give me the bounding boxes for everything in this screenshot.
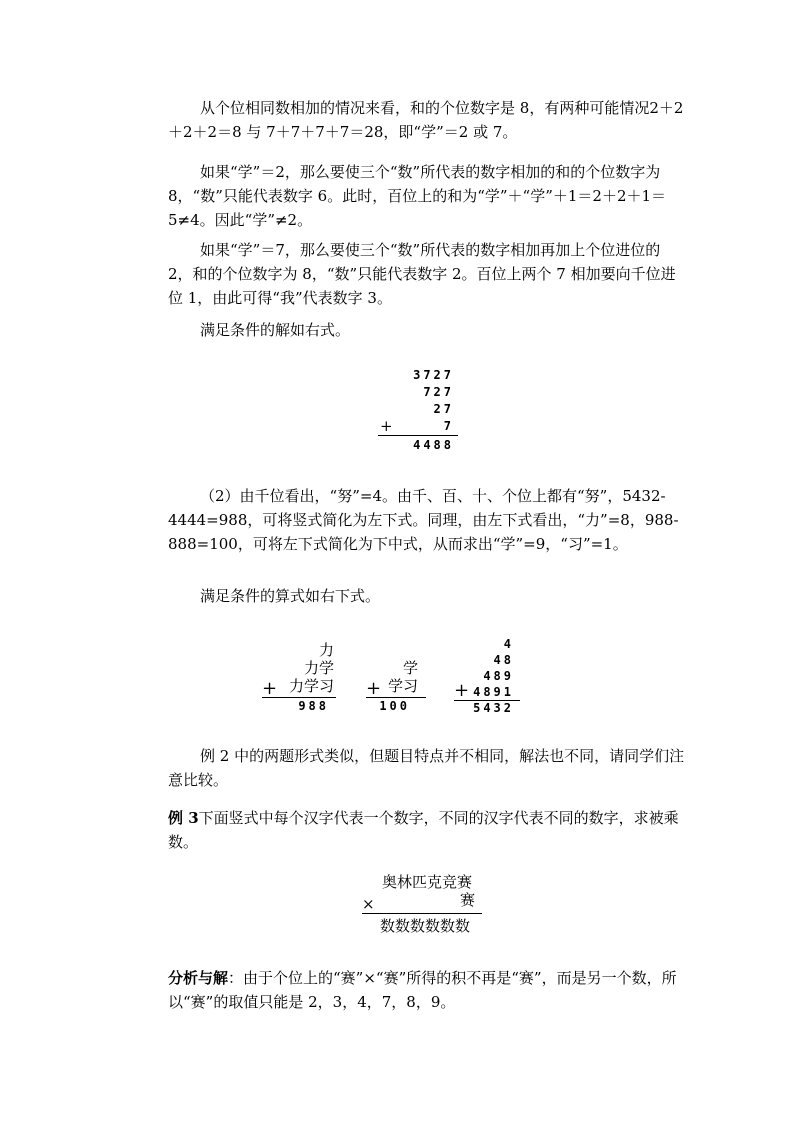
plus-sign: + <box>454 680 470 701</box>
addend-row: 4891 <box>473 685 514 699</box>
plus-sign: + <box>366 678 382 699</box>
addend-row: 力 <box>318 641 334 659</box>
multiplier: 赛 <box>460 891 476 909</box>
analysis <box>168 966 688 1014</box>
plus-sign: + <box>380 417 393 435</box>
sum-result: 5432 <box>473 701 514 715</box>
sum-result: 4488 <box>413 438 454 452</box>
addend-row: 7 <box>443 419 454 433</box>
sum-result: 100 <box>379 699 410 713</box>
sum-line <box>378 435 458 436</box>
product-line <box>362 913 482 914</box>
paragraph-5: （2）由千位看出，“努”=4。由千、百、十、个位上都有“努”，5432-4444=988，可将竖式简化为左下式。同理，由左下式看出，“力”=8，988-888=100，可将左下式简化为下中式，从而求出“学”=9，“习”=1。 <box>168 487 679 553</box>
example-3-label: 例 3 <box>168 809 199 827</box>
paragraph-6: 满足条件的算式如右下式。 <box>200 587 381 605</box>
example-3-text: 下面竖式中每个汉字代表一个数字，不同的汉字代表不同的数字，求被乘数。 <box>168 809 679 851</box>
addend-row: 3727 <box>413 368 454 382</box>
addend-row: 27 <box>433 402 454 416</box>
addend-row: 489 <box>483 669 514 683</box>
addend-row: 学 <box>402 659 418 677</box>
paragraph-1: 从个位相同数相加的情况来看，和的个位数字是 8，有两种可能情况2＋2＋2＋2＝8 与 7＋7＋7＋7＝28，即“学”＝2 或 7。 <box>168 99 684 141</box>
plus-sign: + <box>262 678 278 699</box>
analysis-label: 分析与解 <box>168 969 229 987</box>
addend-row: 力学习 <box>288 677 334 695</box>
multiplicand: 奥林匹克竞赛 <box>382 873 473 891</box>
paragraph-3: 如果“学”＝7，那么要使三个“数”所代表的数字相加再加上个位进位的 2，和的个位数字为 8，“数”只能代表数字 2。百位上两个 7 相加要向千位进位 1，由此可得“我”代表数字 3。 <box>168 241 676 307</box>
product: 数数数数数数 <box>380 917 471 935</box>
analysis-text: ：由于个位上的“赛”×“赛”所得的积不再是“赛”，而是另一个数，所以“赛”的取值只能是 2，3，4，7，8，9。 <box>168 969 677 1011</box>
sum-result: 988 <box>298 699 329 713</box>
paragraph-2: 如果“学”＝2，那么要使三个“数”所代表的数字相加的和的个位数字为 8，“数”只能代表数字 6。此时，百位上的和为“学”＋“学”＋1＝2＋2＋1＝5≠4。因此“学”≠2。 <box>168 163 667 229</box>
addend-row: 力学 <box>303 659 334 677</box>
addend-row: 4 <box>503 637 514 651</box>
paragraph-4: 满足条件的解如右式。 <box>200 321 351 339</box>
example-3 <box>168 806 688 854</box>
addend-row: 学习 <box>387 677 418 695</box>
addend-row: 48 <box>493 653 514 667</box>
paragraph-7: 例 2 中的两题形式类似，但题目特点并不相同，解法也不同，请同学们注意比较。 <box>168 747 685 789</box>
times-sign: × <box>362 895 375 913</box>
addend-row: 727 <box>423 385 454 399</box>
